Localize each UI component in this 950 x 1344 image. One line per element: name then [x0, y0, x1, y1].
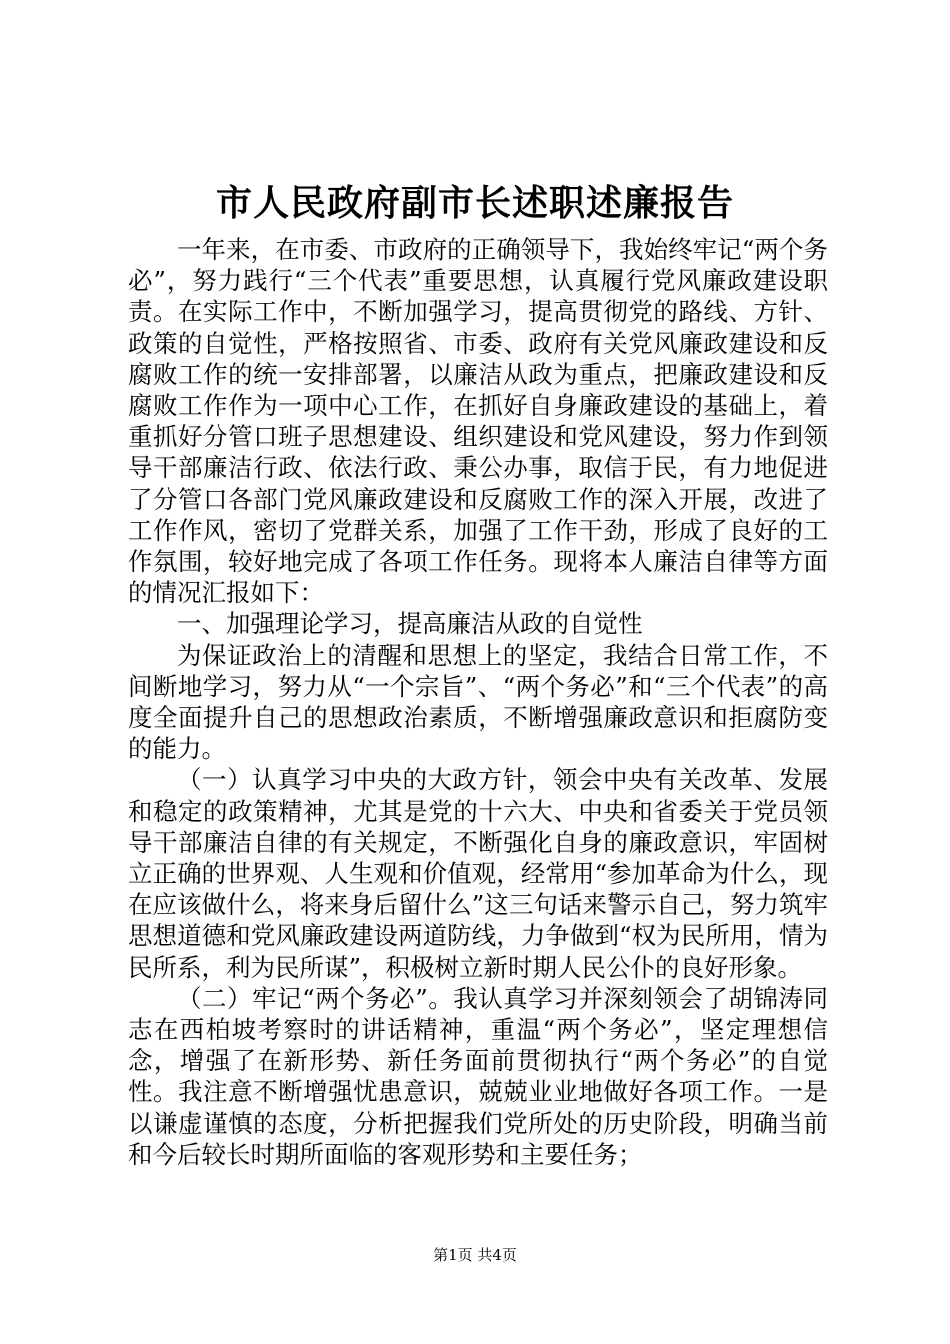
paragraph-intro: 一年来，在市委、市政府的正确领导下，我始终牢记“两个务必”，努力践行“三个代表”重要思想，认真履行党风廉政建设职责。在实际工作中，不断加强学习，提高贯彻党的路线、方针、政策的自觉性，严格按照省、市委、政府有关党风廉政建设和反腐败工作的统一安排部署，以廉洁从政为重点，把廉政建设和反腐败工作作为一项中心工作，在抓好自身廉政建设的基础上，着重抓好分管口班子思想建设、组织建设和党风建设，努力作到领导干部廉洁行政、依法行政、秉公办事，取信于民，有力地促进了分管口各部门党风廉政建设和反腐败工作的深入开展，改进了工作作风，密切了党群关系，加强了工作干劲，形成了良好的工作氛围，较好地完成了各项工作任务。现将本人廉洁自律等方面的情况汇报如下： [128, 235, 828, 608]
document-title: 市人民政府副市长述职述廉报告 [215, 182, 734, 224]
page-number-footer: 第1页 共4页 [433, 1246, 517, 1264]
paragraph-section-1-intro: 为保证政治上的清醒和思想上的坚定，我结合日常工作，不间断地学习，努力从“一个宗旨”、“两个务必”和“三个代表”的高度全面提升自己的思想政治素质，不断增强廉政意识和拒腐防变的能力。 [128, 640, 828, 764]
section-heading-1: 一、加强理论学习，提高廉洁从政的自觉性 [177, 609, 643, 639]
paragraph-item-1: （一）认真学习中央的大政方针，领会中央有关改革、发展和稳定的政策精神，尤其是党的十六大、中央和省委关于党员领导干部廉洁自律的有关规定，不断强化自身的廉政意识，牢固树立正确的世界观、人生观和价值观，经常用“参加革命为什么，现在应该做什么，将来身后留什么”这三句话来警示自己，努力筑牢思想道德和党风廉政建设两道防线，力争做到“权为民所用，情为民所系，利为民所谋”，积极树立新时期人民公仆的良好形象。 [128, 765, 828, 982]
paragraph-item-2: （二）牢记“两个务必”。我认真学习并深刻领会了胡锦涛同志在西柏坡考察时的讲话精神，重温“两个务必”，坚定理想信念，增强了在新形势、新任务面前贯彻执行“两个务必”的自觉性。我注意不断增强忧患意识，兢兢业业地做好各项工作。一是以谦虚谨慎的态度，分析把握我们党所处的历史阶段，明确当前和今后较长时期所面临的客观形势和主要任务； [128, 983, 828, 1169]
document-body [128, 234, 828, 1170]
